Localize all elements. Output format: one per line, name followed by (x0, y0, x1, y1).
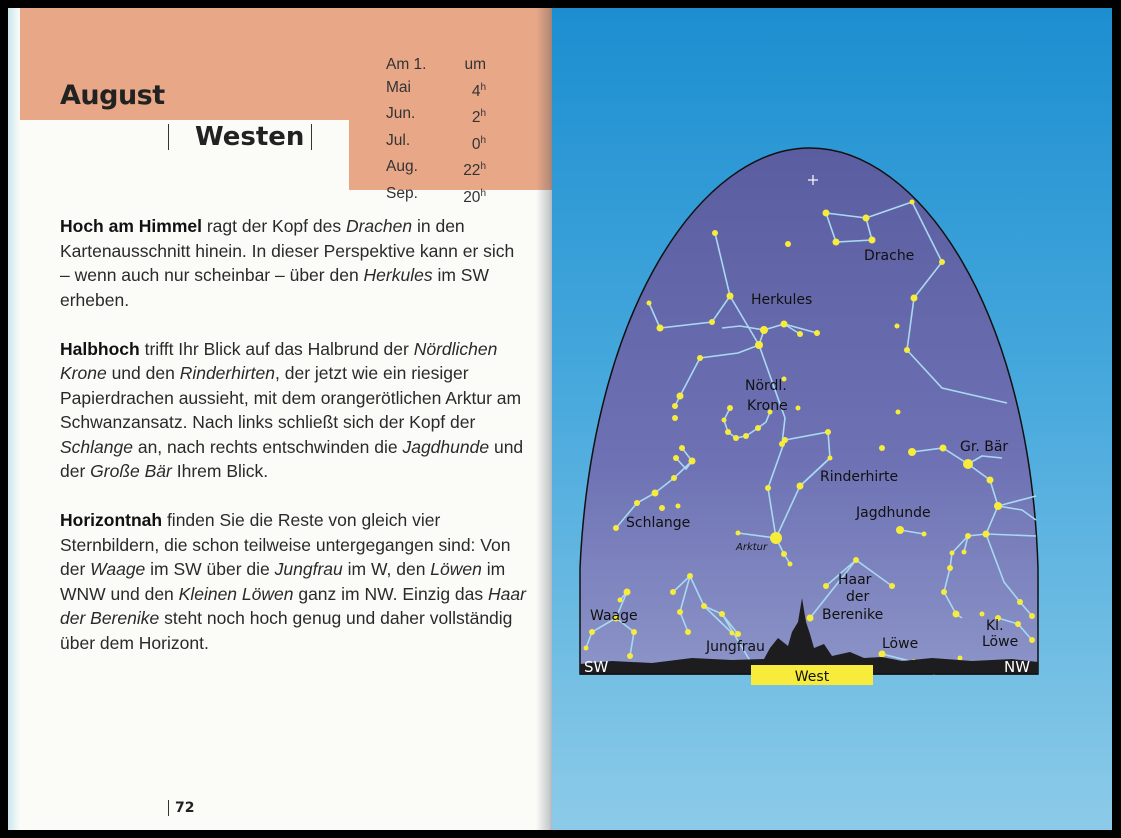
label-krone: Krone (747, 398, 788, 414)
horizon-west: West (794, 669, 830, 685)
times-hour-value: 20 (463, 189, 481, 207)
text-segment: und der (60, 436, 524, 481)
label-haar: Haar (838, 572, 872, 588)
times-hour-unit: h (480, 188, 486, 200)
label-schlange: Schlange (626, 515, 691, 531)
label-waage: Waage (590, 608, 638, 624)
constellation-name: Rinderhirten (179, 363, 276, 383)
text-segment: steht noch hoch genug und daher vollständig über dem Horizont. (60, 608, 513, 653)
constellation-name: Große Bär (90, 461, 172, 481)
text-segment: an, nach rechts entschwinden die (132, 436, 403, 457)
constellation-name: Herkules (363, 265, 433, 285)
label-der: der (846, 589, 870, 605)
description-text (60, 214, 526, 680)
times-hour (440, 103, 486, 130)
constellation-name: Löwen (430, 559, 482, 579)
constellation-name: Drachen (345, 216, 413, 236)
times-hour (440, 130, 486, 157)
times-month: Mai (386, 78, 411, 96)
times-month: Jul. (386, 131, 411, 149)
constellation-name: Waage (90, 559, 146, 579)
text-segment: Ihrem Blick. (171, 461, 269, 481)
times-hour (440, 156, 486, 183)
label-loewe: Löwe (882, 636, 919, 652)
text-segment: im SW über die (145, 559, 275, 579)
text-segment: im SW erheben. (60, 265, 489, 310)
page-number: 72 (168, 800, 194, 816)
label-kl-loewe: Löwe (982, 634, 1019, 650)
times-hour-unit: h (480, 161, 486, 173)
direction-title: Westen (195, 122, 305, 152)
text-segment: und den (106, 363, 180, 383)
open-book (8, 8, 1112, 830)
text-segment: im WNW und den (60, 559, 506, 604)
times-month: Sep. (386, 185, 418, 203)
times-hour (440, 183, 486, 210)
label-jagdhunde: Jagdhunde (856, 505, 931, 521)
text-segment: in den Kartenausschnitt hinein. In dieser Perspektive kann er sich – wenn auch nur scheinbar – über den (60, 216, 515, 285)
sky-dome (580, 148, 1038, 674)
times-row (386, 103, 486, 130)
month-title: August (60, 80, 165, 111)
times-hour-value: 2 (471, 109, 481, 127)
horizon-nw: NW (1004, 658, 1031, 676)
text-segment: ganz im NW. Einzig das (293, 583, 488, 604)
times-header-row (386, 54, 486, 77)
left-page (8, 8, 552, 830)
times-month: Jun. (386, 105, 416, 123)
times-month: Aug. (386, 158, 418, 176)
horizon-sw: SW (584, 658, 609, 676)
paragraph-lead: Horizontnah (60, 510, 163, 530)
paragraph (60, 214, 526, 312)
paragraph (60, 337, 526, 484)
times-hour-unit: h (480, 81, 486, 93)
title-tick-right (311, 124, 312, 150)
label-arktur: Arktur (736, 542, 768, 553)
paragraph (60, 508, 526, 655)
text-segment: im W, den (342, 559, 431, 579)
text-segment: ragt der Kopf des (201, 216, 346, 236)
label-berenike: Berenike (822, 607, 884, 623)
times-row (386, 130, 486, 157)
text-segment: finden Sie die Reste von gleich vier Sternbildern, die schon teilweise untergegangen sind: Von der (60, 510, 511, 579)
label-herkules: Herkules (751, 292, 813, 308)
observation-times-table (386, 54, 486, 210)
label-jungfrau: Jungfrau (706, 639, 765, 655)
times-hour (440, 77, 486, 104)
times-hour-value: 4 (471, 82, 481, 100)
constellation-name: Nördlichen Krone (60, 338, 498, 383)
label-rinderhirte: Rinderhirte (820, 469, 899, 485)
label-drache: Drache (864, 248, 915, 264)
times-header-date: Am 1. (386, 56, 427, 73)
constellation-name: Jagdhunde (402, 436, 490, 457)
paragraph-lead: Hoch am Himmel (60, 216, 202, 236)
page-edge (8, 8, 20, 830)
times-row (386, 156, 486, 183)
paragraph-lead: Halbhoch (60, 338, 140, 359)
times-row (386, 183, 486, 210)
times-hour-unit: h (480, 108, 486, 120)
times-hour-value: 22 (463, 162, 481, 180)
title-tick-left (168, 124, 169, 150)
text-segment: , der jetzt wie ein riesiger Papierdrachen aussieht, mit dem orangerötlichen Arktur am Schwanzansatz. Nach links schließt sich der Kopf der (60, 363, 522, 432)
text-segment: trifft Ihr Blick auf das Halbrund der (139, 338, 414, 359)
times-row (386, 77, 486, 104)
right-page (552, 8, 1112, 830)
constellation-name: Jungfrau (274, 559, 343, 579)
constellation-name: Schlange (60, 436, 133, 457)
times-header-time: um (464, 56, 486, 73)
label-gr-baer: Gr. Bär (960, 439, 1009, 455)
constellation-name: Haar der Berenike (60, 583, 526, 628)
constellation-name: Kleinen Löwen (178, 583, 294, 604)
label-kl: Kl. (986, 618, 1004, 634)
label-noerdl: Nördl. (745, 378, 787, 394)
times-hour-unit: h (480, 134, 486, 146)
star-map (552, 8, 1112, 830)
times-hour-value: 0 (471, 135, 481, 153)
